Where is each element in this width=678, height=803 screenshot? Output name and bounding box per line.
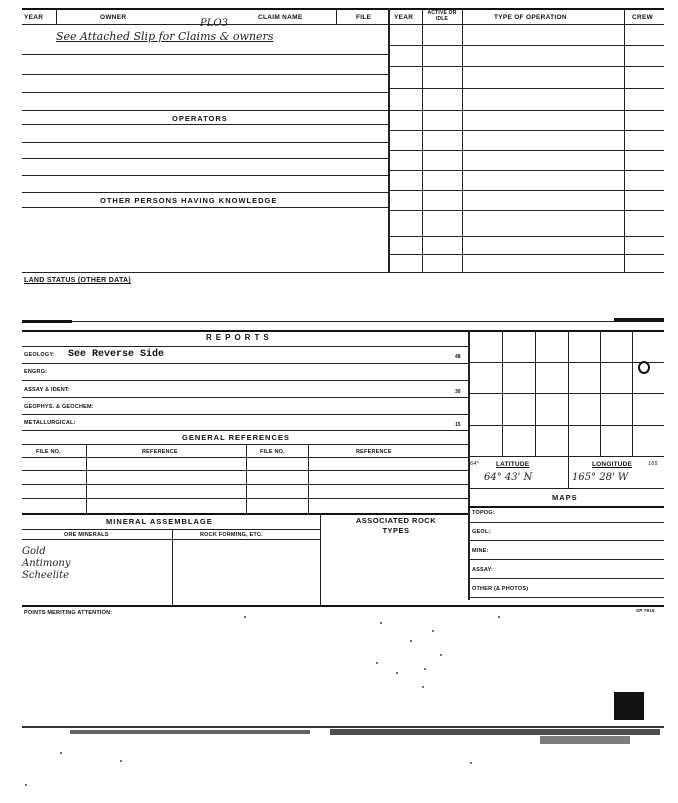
gen-ref-rule	[22, 444, 468, 445]
ore-mineral-item: Antimony	[22, 558, 71, 569]
scan-speck	[380, 622, 382, 624]
maps-rule	[468, 506, 664, 508]
rock-forming-label: ROCK FORMING, ETC.	[200, 532, 263, 538]
points-meriting-label: POINTS MERITING ATTENTION:	[24, 610, 113, 616]
scan-speck	[424, 668, 426, 670]
grid-line	[468, 425, 664, 426]
mineral-rule	[22, 539, 320, 540]
row-rule	[22, 110, 388, 111]
report-label-assay: ASSAY & IDENT:	[24, 387, 70, 393]
row-rule	[22, 207, 388, 208]
maps-row-assay: ASSAY:	[472, 567, 494, 573]
maps-row-other: OTHER (& PHOTOS)	[472, 586, 529, 592]
report-label-geology: GEOLOGY:	[24, 352, 55, 358]
right-row-rule	[388, 130, 664, 131]
scan-speck	[498, 616, 500, 618]
scan-speck	[440, 654, 442, 656]
header-rule	[22, 24, 664, 25]
reports-bottom-rule	[22, 605, 664, 607]
ore-mineral-item: Scheelite	[22, 570, 70, 581]
maps-row-rule	[468, 578, 664, 579]
latitude-value: 64° 43' N	[484, 472, 533, 483]
maps-row-topog: TOPOG:	[472, 510, 495, 516]
col-type-of-operation: TYPE OF OPERATION	[494, 14, 567, 21]
top-table-bottom-rule	[22, 272, 664, 273]
right-row-rule	[388, 236, 664, 237]
gen-ref-col-file-no-2: FILE NO.	[260, 449, 285, 455]
scan-smear	[70, 730, 310, 734]
lat-margin: 64°	[470, 461, 479, 467]
operators-heading: OPERATORS	[172, 114, 228, 123]
scan-line	[22, 726, 664, 728]
grid-line	[468, 456, 664, 457]
long-margin: 165	[648, 461, 658, 467]
reports-heading-rule	[22, 346, 468, 347]
gen-ref-bottom-rule	[22, 513, 468, 515]
handwritten-mark: PLO3	[200, 18, 228, 29]
gen-ref-col-reference-2: REFERENCE	[356, 449, 392, 455]
lat-long-bottom-rule	[468, 488, 664, 489]
col-year: YEAR	[24, 14, 44, 21]
col-divider	[462, 8, 463, 272]
lat-long-divider	[568, 456, 569, 488]
gen-ref-row-rule	[22, 484, 468, 485]
scan-black-square	[614, 692, 644, 720]
scan-speck	[432, 630, 434, 632]
scan-speck	[396, 672, 398, 674]
scan-speck	[120, 760, 122, 762]
col-divider	[56, 8, 57, 25]
handwritten-note: See Attached Slip for Claims & owners	[56, 30, 274, 43]
grid-line	[468, 362, 664, 363]
col-divider	[624, 8, 625, 272]
col-divider	[388, 8, 390, 272]
mineral-divider	[172, 529, 173, 605]
row-rule	[22, 142, 388, 143]
reports-heading: REPORTS	[206, 333, 273, 342]
report-label-engrg: ENGRG:	[24, 369, 48, 375]
mineral-assemblage-heading: MINERAL ASSEMBLAGE	[106, 517, 213, 526]
col-owner: OWNER	[100, 14, 127, 21]
gen-ref-col-file-no: FILE NO.	[36, 449, 61, 455]
operators-rule	[22, 124, 388, 125]
band-right	[614, 318, 664, 322]
right-row-rule	[388, 210, 664, 211]
row-rule	[22, 192, 388, 193]
gen-ref-row-rule	[22, 470, 468, 471]
scan-speck	[422, 686, 424, 688]
row-rule	[22, 92, 388, 93]
gen-ref-col-reference: REFERENCE	[142, 449, 178, 455]
band-line	[70, 321, 618, 322]
scan-speck	[25, 784, 27, 786]
row-rule	[22, 54, 388, 55]
gen-ref-rule	[22, 457, 468, 458]
land-status-label: LAND STATUS (OTHER DATA)	[24, 277, 132, 284]
gen-ref-row-rule	[22, 498, 468, 499]
form-code: SP 7915	[636, 608, 655, 613]
report-row-rule	[22, 430, 468, 431]
scan-speck	[376, 662, 378, 664]
right-row-rule	[388, 45, 664, 46]
maps-row-mine: MINE:	[472, 548, 489, 554]
band-left	[22, 320, 72, 323]
row-rule	[22, 175, 388, 176]
scan-smear	[540, 736, 630, 744]
gen-ref-divider	[308, 444, 309, 514]
longitude-label: LONGITUDE	[592, 461, 633, 468]
general-references-heading: GENERAL REFERENCES	[182, 433, 290, 442]
right-row-rule	[388, 190, 664, 191]
col-claim-name: CLAIM NAME	[258, 14, 303, 21]
maps-heading: MAPS	[552, 493, 578, 502]
maps-row-geol: GEOL:	[472, 529, 491, 535]
report-value-geology: See Reverse Side	[68, 349, 165, 360]
report-row-rule	[22, 397, 468, 398]
col-active-idle: ACTIVE OR IDLE	[427, 10, 457, 22]
report-label-metallurgical: METALLURGICAL:	[24, 420, 76, 426]
right-row-rule	[388, 66, 664, 67]
associated-rock-types-label: ASSOCIATED ROCK TYPES	[355, 516, 437, 535]
right-row-rule	[388, 170, 664, 171]
maps-row-rule	[468, 522, 664, 523]
right-row-rule	[388, 150, 664, 151]
row-rule	[22, 158, 388, 159]
maps-row-rule	[468, 540, 664, 541]
report-row-rule	[22, 414, 468, 415]
col-divider	[336, 8, 337, 25]
gen-ref-divider	[246, 444, 247, 514]
scan-speck	[244, 616, 246, 618]
report-num-metallurgical: 15	[455, 422, 461, 428]
report-row-rule	[22, 363, 468, 364]
ore-mineral-item: Gold	[22, 546, 46, 557]
scan-speck	[60, 752, 62, 754]
right-row-rule	[388, 110, 664, 111]
grid-line	[468, 393, 664, 394]
col-file: FILE	[356, 14, 372, 21]
right-row-rule	[388, 88, 664, 89]
col-divider	[422, 8, 423, 272]
report-num-assay: 30	[455, 389, 461, 395]
report-label-geophys: GEOPHYS. & GEOCHEM:	[24, 404, 94, 410]
latitude-label: LATITUDE	[496, 461, 530, 468]
right-row-rule	[388, 254, 664, 255]
scan-smear	[330, 729, 660, 735]
maps-row-rule	[468, 559, 664, 560]
col-year-2: YEAR	[394, 14, 414, 21]
scan-speck	[410, 640, 412, 642]
other-persons-heading: OTHER PERSONS HAVING KNOWLEDGE	[100, 196, 278, 205]
scan-speck	[470, 762, 472, 764]
row-rule	[22, 74, 388, 75]
longitude-value: 165° 28' W	[572, 472, 629, 483]
report-row-rule	[22, 380, 468, 381]
location-marker-icon	[638, 361, 650, 374]
col-crew: CREW	[632, 14, 654, 21]
gen-ref-divider	[86, 444, 87, 514]
report-num-geology: 48	[455, 354, 461, 360]
top-rule	[22, 8, 664, 10]
ore-minerals-label: ORE MINERALS	[64, 532, 109, 538]
mineral-rule	[22, 529, 320, 530]
maps-row-rule	[468, 597, 664, 598]
mineral-divider	[320, 513, 321, 605]
